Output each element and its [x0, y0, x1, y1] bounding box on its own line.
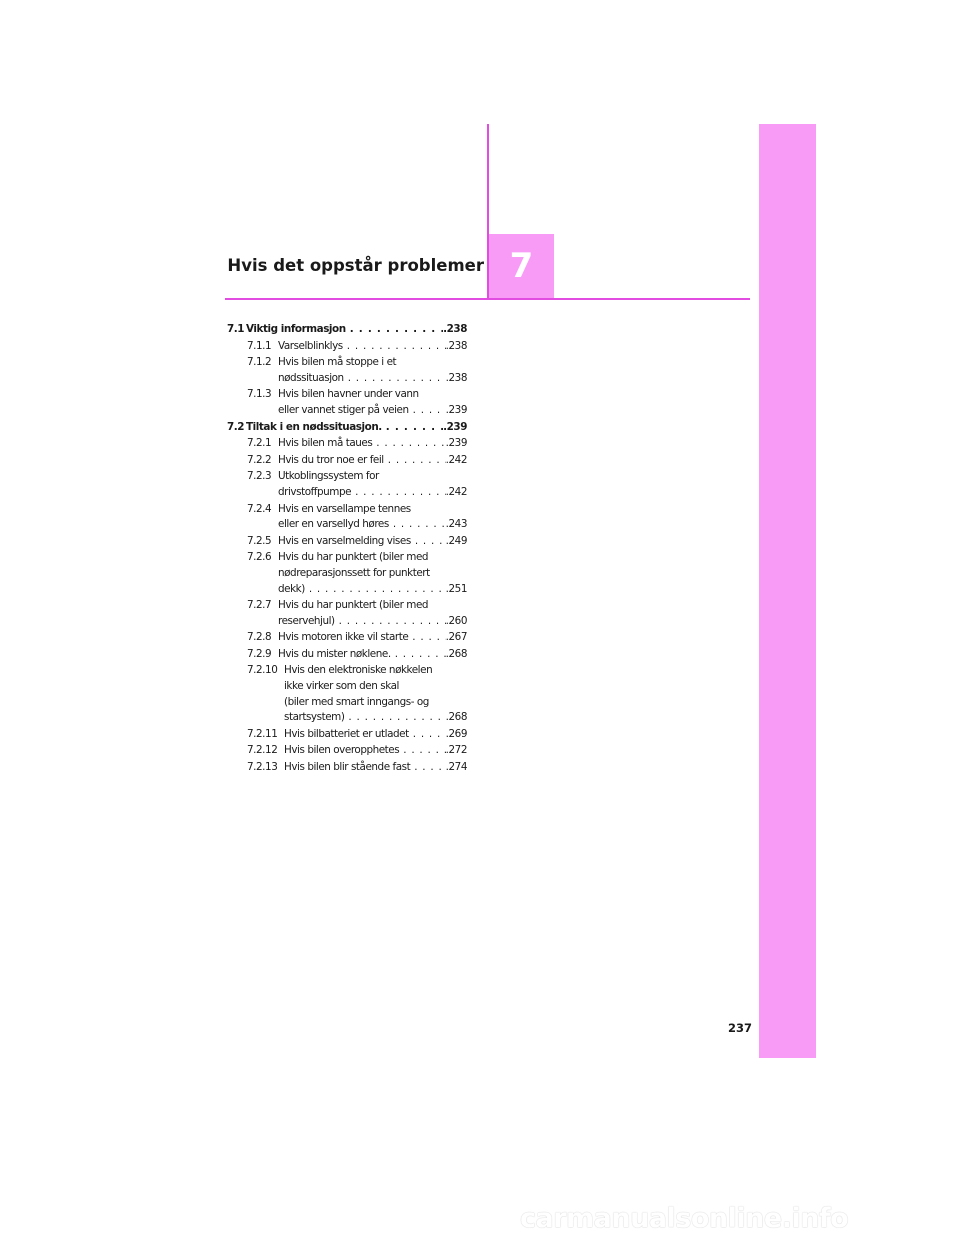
toc-entry-number: 7.2.6 [247, 551, 272, 564]
chapter-side-tab [759, 124, 816, 1058]
toc-dot-leader [335, 614, 446, 630]
watermark: carmanualsonline.info [520, 1203, 849, 1234]
toc-entry-number: 7.2.3 [247, 470, 272, 483]
toc-subsection[interactable] [227, 663, 467, 725]
toc-entry-title: Hvis den elektroniske nøkkelen [284, 664, 433, 677]
toc-entry-page: .238 [445, 339, 467, 352]
toc-entry-page: .251 [445, 582, 467, 595]
chapter-number: 7 [509, 246, 534, 286]
toc-entry-number: 7.2.5 [247, 534, 272, 547]
toc-entry-page: .272 [445, 744, 467, 757]
toc-dot-leader [343, 339, 446, 355]
toc-dot-leader [411, 534, 446, 550]
toc-entry-title: Hvis du tror noe er feil [278, 453, 384, 466]
toc-entry-number: 7.1.2 [247, 356, 272, 369]
toc-dot-leader [344, 371, 446, 387]
toc-entry-page: .239 [445, 403, 467, 416]
toc-entry-number: 7.2.4 [247, 502, 272, 515]
header-horizontal-rule [225, 298, 750, 300]
toc-dot-leader [382, 420, 443, 436]
toc-entry-number: 7.2.10 [247, 664, 278, 677]
toc-entry-title: Hvis bilen må taues [278, 437, 373, 450]
toc-entry-number: 7.2 [227, 420, 245, 433]
toc-entry-title: Hvis bilen havner under vann [278, 388, 419, 401]
toc-subsection[interactable] [227, 630, 467, 646]
toc-entry-number: 7.1 [227, 323, 245, 335]
toc-entry-title: Varselblinklys [278, 339, 343, 352]
toc-entry-number: 7.1.3 [247, 388, 272, 401]
toc-entry-page: .238 [443, 323, 467, 335]
toc-entry-title: drivstoffpumpe [278, 485, 352, 498]
toc-entry-title: reservehjul) [278, 614, 335, 627]
toc-subsection[interactable] [227, 436, 467, 452]
toc-entry-title: Hvis du har punktert (biler med [278, 599, 429, 612]
page-number: 237 [728, 1021, 753, 1035]
toc-section[interactable] [227, 420, 467, 436]
toc-entry-page: .249 [445, 534, 467, 547]
toc-entry-title: ikke virker som den skal [284, 680, 399, 693]
toc-entry-title: Hvis bilen blir stående fast [284, 761, 411, 774]
toc-entry-page: .242 [445, 453, 467, 466]
toc-dot-leader [384, 453, 446, 469]
chapter-number-box [489, 234, 554, 298]
toc-entry-number: 7.2.11 [247, 727, 278, 740]
toc-subsection[interactable] [227, 502, 467, 533]
toc-subsection[interactable] [227, 760, 467, 776]
toc-entry-number: 7.2.13 [247, 761, 278, 774]
toc-dot-leader [305, 582, 446, 598]
toc-entry-number: 7.2.12 [247, 744, 278, 757]
toc-entry-number: 7.2.8 [247, 631, 272, 644]
toc-entry-number: 7.2.7 [247, 599, 272, 612]
toc-dot-leader [344, 710, 445, 726]
toc-dot-leader [351, 485, 446, 501]
toc-entry-page: .274 [445, 761, 467, 774]
toc-entry-title: Hvis du mister nøklene. [278, 647, 391, 660]
toc-entry-title: nødreparasjonssett for punktert [278, 566, 430, 579]
toc-entry-page: .239 [443, 420, 467, 433]
toc-entry-number: 7.2.1 [247, 437, 272, 450]
toc-entry-page: .243 [445, 518, 467, 531]
toc-entry-title: eller vannet stiger på veien [278, 403, 409, 416]
toc-dot-leader [408, 630, 445, 646]
toc-entry-number: 7.2.9 [247, 647, 272, 660]
toc-entry-page: .268 [445, 711, 467, 724]
toc-entry-page: .269 [445, 727, 467, 740]
toc-entry-title: nødssituasjon [278, 371, 344, 384]
chapter-title: Hvis det oppstår problemer [227, 256, 484, 275]
toc-entry-title: eller en varsellyd høres [278, 518, 389, 531]
toc-entry-title: Viktig informasjon [246, 323, 346, 335]
toc-subsection[interactable] [227, 453, 467, 469]
toc-entry-number: 7.1.1 [247, 339, 272, 352]
toc-dot-leader [391, 647, 446, 663]
toc-entry-title: Tiltak i en nødssituasjon. [246, 420, 382, 433]
toc-entry-page: .267 [445, 631, 467, 644]
toc-dot-leader [399, 743, 445, 759]
toc-entry-title: (biler med smart inngangs- og [284, 695, 429, 708]
toc-subsection[interactable] [227, 355, 467, 386]
toc-entry-title: Hvis bilen overopphetes [284, 744, 400, 757]
toc-dot-leader [409, 403, 446, 419]
table-of-contents [227, 322, 467, 776]
toc-subsection[interactable] [227, 534, 467, 550]
toc-subsection[interactable] [227, 727, 467, 743]
toc-subsection[interactable] [227, 647, 467, 663]
toc-entry-page: .239 [445, 437, 467, 450]
toc-entry-page: .260 [445, 614, 467, 627]
toc-dot-leader [410, 760, 445, 776]
toc-entry-title: startsystem) [284, 711, 345, 724]
toc-entry-page: .242 [445, 485, 467, 498]
toc-entry-page: .268 [445, 647, 467, 660]
toc-dot-leader [409, 727, 446, 743]
toc-subsection[interactable] [227, 469, 467, 500]
toc-section[interactable] [227, 322, 467, 338]
toc-subsection[interactable] [227, 598, 467, 629]
toc-dot-leader [346, 322, 443, 338]
toc-entry-number: 7.2.2 [247, 453, 272, 466]
toc-subsection[interactable] [227, 550, 467, 597]
toc-entry-title: Hvis en varselmelding vises [278, 534, 411, 547]
toc-subsection[interactable] [227, 387, 467, 418]
toc-entry-title: Utkoblingssystem for [278, 470, 379, 483]
toc-subsection[interactable] [227, 339, 467, 355]
toc-entry-title: Hvis du har punktert (biler med [278, 551, 429, 564]
toc-entry-title: Hvis en varsellampe tennes [278, 502, 411, 515]
toc-subsection[interactable] [227, 743, 467, 759]
toc-entry-title: Hvis bilen må stoppe i et [278, 356, 397, 369]
toc-dot-leader [389, 517, 446, 533]
toc-entry-page: .238 [445, 371, 467, 384]
toc-entry-title: dekk) [278, 582, 305, 595]
toc-dot-leader [372, 436, 445, 452]
toc-entry-title: Hvis bilbatteriet er utladet [284, 727, 409, 740]
toc-entry-title: Hvis motoren ikke vil starte [278, 631, 409, 644]
